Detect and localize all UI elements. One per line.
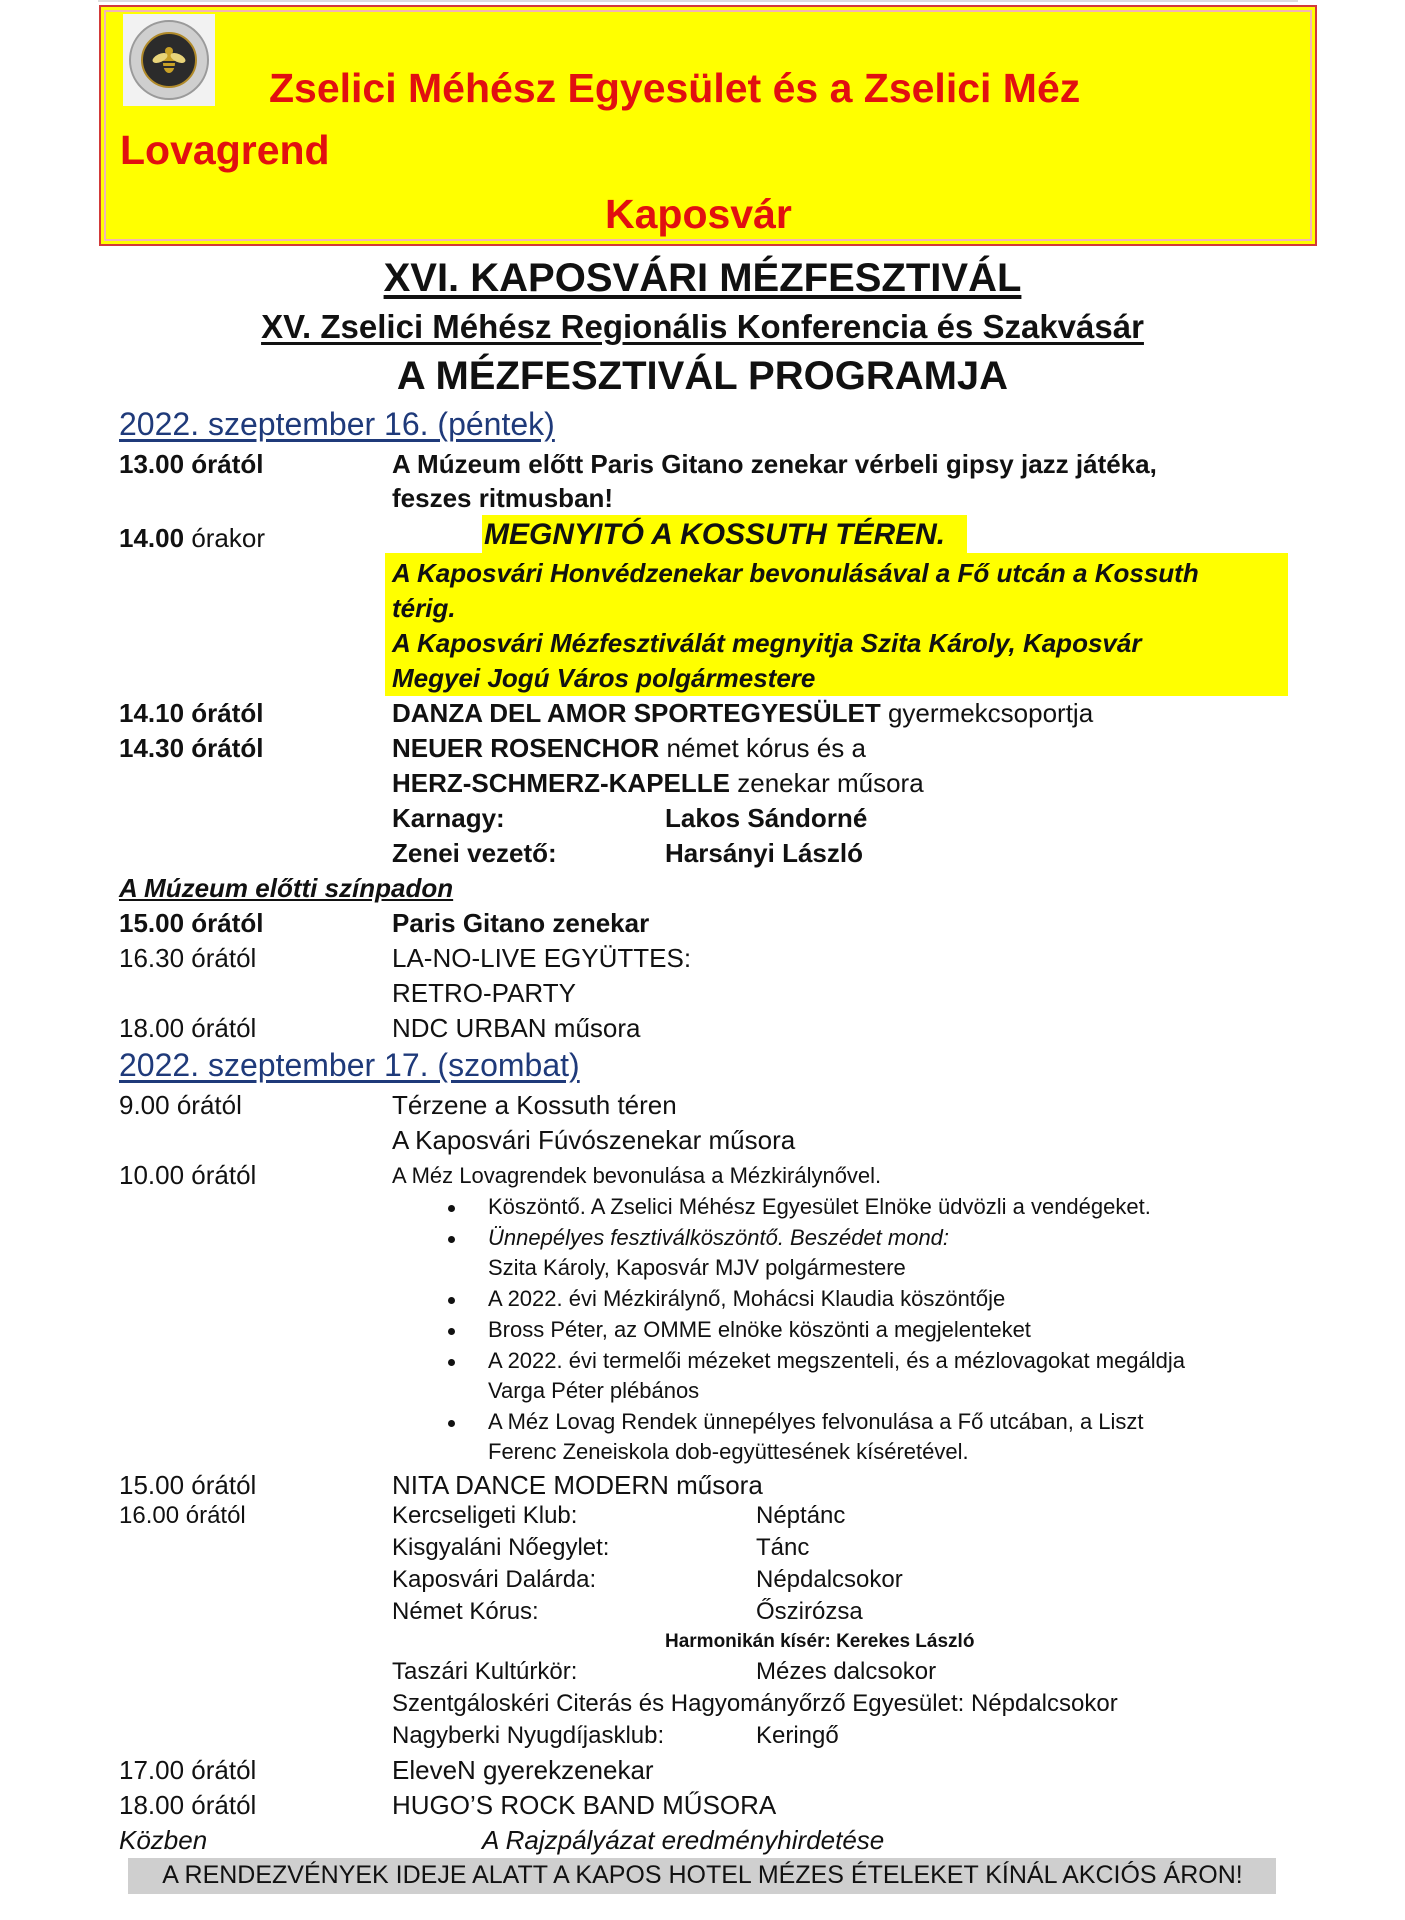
event-0900-line2: A Kaposvári Fúvószenekar műsora — [392, 1125, 796, 1155]
time-1500: 15.00 órától — [119, 908, 264, 938]
opening-line4: Megyei Jogú Város polgármestere — [392, 663, 816, 693]
hotel-offer-text: A RENDEZVÉNYEK IDEJE ALATT A KAPOS HOTEL MÉZES ÉTELEKET KÍNÁL AKCIÓS ÁRON! — [162, 1861, 1243, 1889]
bullet-5-line2: Varga Péter plébános — [488, 1378, 700, 1403]
group-name: Nagyberki Nyugdíjasklub: — [392, 1722, 665, 1749]
opening-title: MEGNYITÓ A KOSSUTH TÉREN. — [484, 518, 946, 551]
event-1630-line1: LA-NO-LIVE EGYÜTTES: — [392, 943, 692, 973]
date-heading-day1: 2022. szeptember 16. (péntek) — [119, 406, 555, 442]
time-1300: 13.00 órától — [119, 449, 264, 479]
bullet-2-line2: Szita Károly, Kaposvár MJV polgármestere — [488, 1255, 906, 1280]
karnagy-label: Karnagy: — [392, 803, 505, 833]
event-1430-line2: HERZ-SCHMERZ-KAPELLE zenekar műsora — [392, 768, 924, 798]
zenei-value: Harsányi László — [665, 838, 863, 868]
conference-title: XV. Zselici Méhész Regionális Konferencia és Szakvásár — [261, 308, 1144, 345]
time-1800-day2: 18.00 órától — [119, 1790, 257, 1820]
karnagy-value: Lakos Sándorné — [665, 803, 868, 833]
event-1300-line1: A Múzeum előtt Paris Gitano zenekar vérbeli gipsy jazz játéka, — [392, 449, 1157, 479]
festival-title: XVI. KAPOSVÁRI MÉZFESZTIVÁL — [383, 256, 1022, 300]
time-1630: 16.30 órától — [119, 943, 257, 973]
group-act: Néptánc — [756, 1502, 846, 1529]
bullet — [448, 1359, 455, 1366]
program-title: A MÉZFESZTIVÁL PROGRAMJA — [396, 354, 1009, 398]
bullet-6-line1: A Méz Lovag Rendek ünnepélyes felvonulása a Fő utcában, a Liszt — [488, 1409, 1144, 1434]
event-1700: EleveN gyerekzenekar — [392, 1755, 654, 1785]
group-name: Német Kórus: — [392, 1598, 539, 1625]
bullet — [448, 1236, 455, 1243]
event-1000-line1: A Méz Lovagrendek bevonulása a Mézkirálynővel. — [392, 1163, 882, 1188]
event-1800: NDC URBAN műsora — [392, 1013, 641, 1043]
bullet — [448, 1328, 455, 1335]
event-1800-day2: HUGO’S ROCK BAND MŰSORA — [392, 1790, 777, 1820]
bullet-4: Bross Péter, az OMME elnöke köszönti a megjelenteket — [488, 1317, 1031, 1342]
bee-icon — [149, 40, 189, 80]
organizer-header — [99, 5, 1317, 246]
event-1500-day2: NITA DANCE MODERN műsora — [392, 1470, 763, 1500]
group-act: Tánc — [756, 1534, 810, 1561]
time-1000: 10.00 órától — [119, 1160, 257, 1190]
meanwhile-text: A Rajzpályázat eredményhirdetése — [482, 1825, 885, 1855]
group-act: Népdalcsokor — [756, 1566, 903, 1593]
bullet-5-line1: A 2022. évi termelői mézeket megszenteli, és a mézlovagokat megáldja — [488, 1348, 1186, 1373]
header-line-1: Zselici Méhész Egyesület és a Zselici Méz — [269, 65, 1081, 111]
event-0900-line1: Térzene a Kossuth téren — [392, 1090, 677, 1120]
accompaniment-note: Harmonikán kísér: Kerekes László — [665, 1631, 975, 1652]
stage-heading: A Múzeum előtti színpadon — [119, 873, 454, 903]
event-1410: DANZA DEL AMOR SPORTEGYESÜLET gyermekcsoportja — [392, 698, 1094, 728]
event-1630-line2: RETRO-PARTY — [392, 978, 576, 1008]
time-1500-day2: 15.00 órától — [119, 1470, 257, 1500]
top-rule — [98, 0, 1298, 2]
meanwhile-label: Közben — [119, 1825, 208, 1855]
group-name: Kisgyaláni Nőegylet: — [392, 1534, 610, 1561]
date-heading-day2: 2022. szeptember 17. (szombat) — [119, 1047, 580, 1083]
group-full: Szentgáloskéri Citerás és Hagyományőrző Egyesület: Népdalcsokor — [392, 1690, 1118, 1717]
time-1410: 14.10 órától — [119, 698, 264, 728]
bullet-1: Köszöntő. A Zselici Méhész Egyesület Elnöke üdvözli a vendégeket. — [488, 1194, 1151, 1219]
opening-line2: térig. — [392, 593, 456, 623]
bullet-6-line2: Ferenc Zeneiskola dob-együttesének kíséretével. — [488, 1439, 969, 1464]
event-1430-line1: NEUER ROSENCHOR német kórus és a — [392, 733, 866, 763]
time-0900: 9.00 órától — [119, 1090, 242, 1120]
time-1430: 14.30 órától — [119, 733, 264, 763]
bullet — [448, 1420, 455, 1427]
opening-line3: A Kaposvári Mézfesztiválát megnyitja Szita Károly, Kaposvár — [392, 628, 1142, 658]
time-1700: 17.00 órától — [119, 1755, 257, 1785]
group-act: Mézes dalcsokor — [756, 1658, 937, 1685]
bullet — [448, 1205, 455, 1212]
time-1400: 14.00 órakor — [119, 523, 266, 553]
event-1300-line2: feszes ritmusban! — [392, 483, 614, 513]
group-name: Kercseligeti Klub: — [392, 1502, 578, 1529]
group-act: Keringő — [756, 1722, 839, 1749]
bee-emblem-logo — [123, 14, 215, 106]
opening-line1: A Kaposvári Honvédzenekar bevonulásával a Fő utcán a Kossuth — [392, 558, 1199, 588]
time-1600: 16.00 órától — [119, 1502, 246, 1529]
bullet-2-line1: Ünnepélyes fesztiválköszöntő. Beszédet mond: — [488, 1225, 950, 1250]
group-name: Taszári Kultúrkör: — [392, 1658, 578, 1685]
zenei-label: Zenei vezető: — [392, 838, 557, 868]
time-1800: 18.00 órától — [119, 1013, 257, 1043]
header-line-3: Kaposvár — [605, 191, 792, 237]
event-1500: Paris Gitano zenekar — [392, 908, 650, 938]
group-name: Kaposvári Dalárda: — [392, 1566, 597, 1593]
header-line-2: Lovagrend — [120, 127, 330, 173]
group-act: Őszirózsa — [756, 1598, 863, 1625]
bullet-3: A 2022. évi Mézkirálynő, Mohácsi Klaudia köszöntője — [488, 1286, 1006, 1311]
bullet — [448, 1297, 455, 1304]
